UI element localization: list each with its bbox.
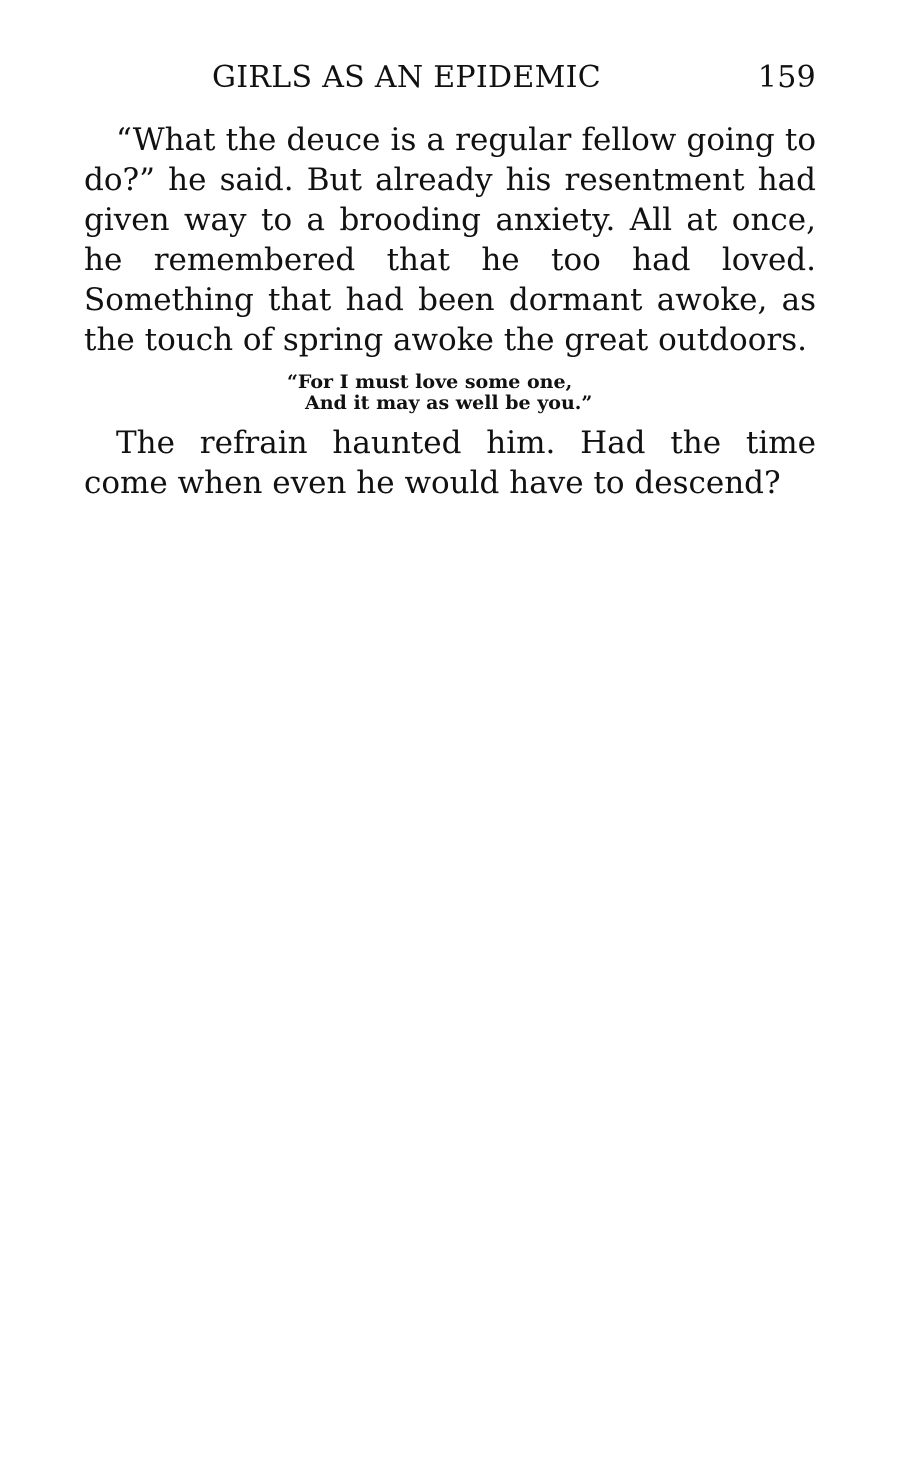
chapter-title: GIRLS AS AN EPIDEMIC [212, 60, 602, 95]
paragraph-2: The refrain haunted him. Had the time come when even he would have to descend? [84, 425, 816, 501]
paragraph-1: “What the deuce is a regular fellow going to do?” he said. But already his resentment had given way to a brooding anxiety. All at once, he remembered that he too had loved. Something that had been dormant awoke, as the touch of spring awoke the great outdoors. [84, 122, 816, 358]
running-head [84, 58, 816, 98]
page-number: 159 [757, 60, 816, 95]
song-verse [84, 372, 816, 414]
book-page [84, 58, 816, 503]
verse-line-1: “For I must love some one, [287, 371, 573, 393]
verse-line-2: And it may as well be you.” [305, 392, 593, 414]
